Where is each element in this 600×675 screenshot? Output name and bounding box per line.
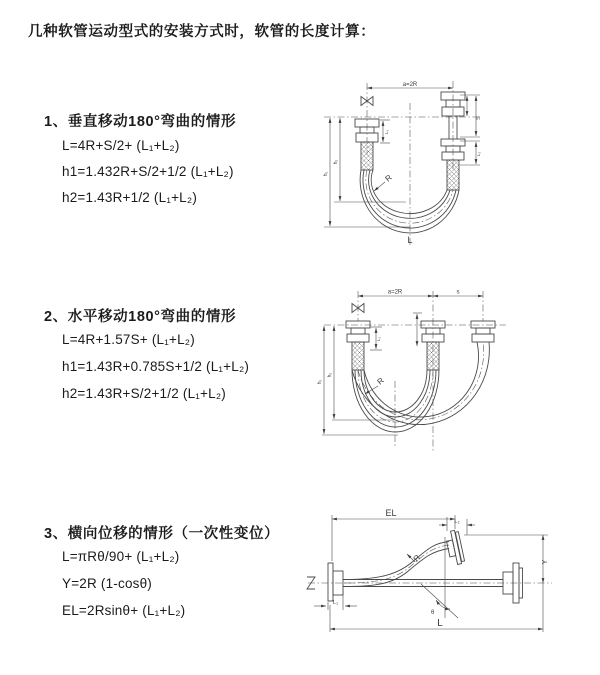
dim-label-h1: h₁ bbox=[323, 171, 329, 177]
formula-line: h1=1.43R+0.785S+1/2 (L₁+L₂) bbox=[62, 359, 250, 374]
dim-label-y: Y bbox=[542, 559, 549, 565]
section-1-heading: 1、垂直移动180°弯曲的情形 bbox=[44, 114, 237, 130]
left-pipe-fitting bbox=[355, 119, 379, 170]
formula-line: L=4R+S/2+ (L₁+L₂) bbox=[62, 138, 180, 153]
formula-line: L=πRθ/90+ (L₁+L₂) bbox=[62, 549, 180, 564]
right-flange-original bbox=[503, 563, 523, 603]
formula-line: EL=2Rsinθ+ (L₁+L₂) bbox=[62, 603, 186, 618]
formula-line: h1=1.432R+S/2+1/2 (L₁+L₂) bbox=[62, 164, 234, 179]
length-label: L bbox=[407, 235, 413, 245]
dim-label-l1: L₁ bbox=[376, 336, 381, 342]
left-flange bbox=[328, 563, 343, 601]
radius-label: R bbox=[383, 172, 394, 184]
dim-label-h1: h₁ bbox=[317, 379, 323, 385]
hose-u-curves bbox=[360, 170, 459, 233]
formula-line: h2=1.43R+1/2 (L₁+L₂) bbox=[62, 190, 198, 205]
centerlines bbox=[324, 291, 506, 451]
left-pipe-fitting bbox=[346, 321, 370, 370]
radius-label: R bbox=[375, 375, 386, 387]
page-title: 几种软管运动型式的安装方式时，软管的长度计算： bbox=[28, 24, 376, 40]
diagram-horizontal-180-bend bbox=[310, 285, 600, 455]
dim-label-a2r: a=2R bbox=[387, 289, 403, 296]
hose-u-curves-position2 bbox=[352, 342, 489, 425]
diagram-lateral-displacement bbox=[300, 505, 600, 645]
dim-label-s: s bbox=[456, 289, 460, 296]
dim-label-l2: L₂ bbox=[476, 151, 481, 157]
hose-u-curves-position1 bbox=[352, 370, 439, 432]
right-pipe-fitting bbox=[471, 321, 495, 342]
section-2-heading: 2、水平移动180°弯曲的情形 bbox=[44, 309, 237, 325]
angle-label: θ bbox=[431, 610, 435, 616]
centerlines bbox=[307, 577, 552, 589]
formula-line: h2=1.43R+S/2+1/2 (L₁+L₂) bbox=[62, 386, 226, 401]
dim-label-el: EL bbox=[385, 508, 397, 518]
radius-label: R bbox=[411, 553, 423, 564]
dim-label-l1: L₁ bbox=[333, 600, 338, 606]
length-label: L bbox=[437, 618, 443, 629]
angle-construction bbox=[421, 537, 458, 618]
dim-label-a2r: a=2R bbox=[402, 82, 418, 88]
dim-label-l2: L₂ bbox=[454, 519, 460, 525]
upper-flange-displaced bbox=[445, 530, 465, 566]
formula-line: Y=2R (1-cosθ) bbox=[62, 576, 153, 591]
formula-line: L=4R+1.57S+ (L₁+L₂) bbox=[62, 332, 195, 347]
dim-label-s: S bbox=[476, 116, 482, 120]
diagram-vertical-180-bend bbox=[310, 75, 590, 255]
dim-label-h2: h₂ bbox=[327, 372, 333, 378]
dimension-lines bbox=[324, 88, 480, 227]
dim-label-h2: h₂ bbox=[333, 159, 339, 165]
dim-label-l1: L₁ bbox=[384, 129, 389, 135]
middle-pipe-fitting bbox=[421, 321, 445, 370]
section-3-heading: 3、横向位移的情形（一次性变位） bbox=[44, 526, 280, 542]
